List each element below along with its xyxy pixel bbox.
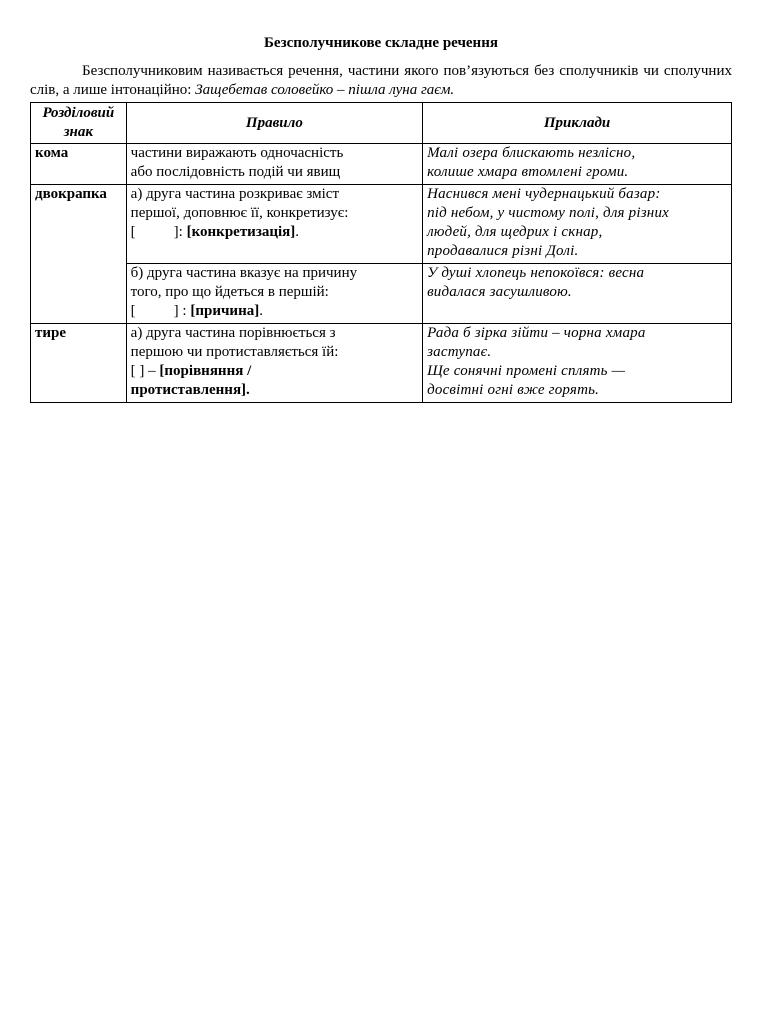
examples-cell: [423, 264, 732, 324]
example-line: досвітні огні вже горять.: [427, 382, 600, 398]
rule-line: частини виражають одночасність: [130, 145, 344, 161]
table-row: [31, 144, 732, 185]
example-line: під небом, у чистому полі, для різних: [427, 205, 669, 221]
example-line: видалася засушливою.: [427, 284, 572, 300]
example-line: людей, для щедрих і скнар,: [427, 224, 603, 240]
rule-cell: [126, 144, 422, 185]
scheme-label: [причина]: [190, 303, 260, 319]
scheme-open-bracket: [: [130, 224, 136, 240]
punctuation-rules-table: [30, 102, 732, 403]
rule-line: першої, доповнює її, конкретизує:: [130, 205, 349, 221]
rule-line: першою чи протиставляється їй:: [130, 344, 339, 360]
sign-cell: кома: [31, 144, 127, 185]
rule-cell: [126, 264, 422, 324]
example-line: Ще сонячні промені сплять —: [427, 363, 626, 379]
sign-cell: тире: [31, 324, 127, 403]
examples-cell: [423, 185, 732, 264]
example-line: У душі хлопець непокоївся: весна: [427, 265, 645, 281]
example-line: Рада б зірка зійти – чорна хмара: [427, 325, 646, 341]
page-title: Безсполучникове складне речення: [264, 35, 498, 51]
scheme-end: .: [295, 224, 300, 240]
rule-line: а) друга частина порівнюється з: [130, 325, 336, 341]
scheme-close-bracket: ] :: [173, 303, 191, 319]
scheme-end: .: [259, 303, 263, 319]
intro-paragraph: [30, 62, 732, 100]
header-examples: Приклади: [423, 103, 732, 144]
example-line: Малі озера блискають незлісно,: [427, 145, 636, 161]
header-rule: Правило: [126, 103, 422, 144]
scheme-label: протиставлення].: [130, 382, 250, 398]
rule-line: того, про що йдеться в першій:: [130, 284, 329, 300]
table-header-row: [31, 103, 732, 144]
table-row: [31, 264, 732, 324]
table-row: [31, 324, 732, 403]
intro-text: Безсполучниковим називається речення, частини якого пов’язуються без сполучників чи сполучних слів, а лише інтонаційно:: [30, 63, 732, 98]
document-page: [30, 30, 732, 403]
scheme-label: [конкретизація]: [186, 224, 296, 240]
rule-scheme: [131, 223, 418, 242]
examples-cell: [423, 324, 732, 403]
scheme-brackets: [ ] –: [130, 363, 160, 379]
rule-line: а) друга частина розкриває зміст: [130, 186, 340, 202]
rule-cell: [126, 185, 422, 264]
rule-cell: [126, 324, 422, 403]
scheme-open-bracket: [: [130, 303, 136, 319]
rule-scheme: [131, 302, 418, 321]
example-line: продавалися різні Долі.: [427, 243, 579, 259]
intro-example: Защебетав соловейко – пішла луна гаєм.: [195, 82, 455, 98]
header-sign: Розділовий знак: [31, 103, 127, 144]
example-line: колише хмара втомлені громи.: [427, 164, 629, 180]
rule-scheme: [131, 362, 418, 381]
example-line: Наснився мені чудернацький базар:: [427, 186, 661, 202]
rule-line: б) друга частина вказує на причину: [130, 265, 358, 281]
example-line: заступає.: [427, 344, 492, 360]
scheme-label: [порівняння /: [159, 363, 252, 379]
sign-cell: двокрапка: [31, 185, 127, 324]
table-row: [31, 185, 732, 264]
scheme-close-bracket: ]:: [173, 224, 187, 240]
rule-line: або послідовність подій чи явищ: [130, 164, 341, 180]
examples-cell: [423, 144, 732, 185]
